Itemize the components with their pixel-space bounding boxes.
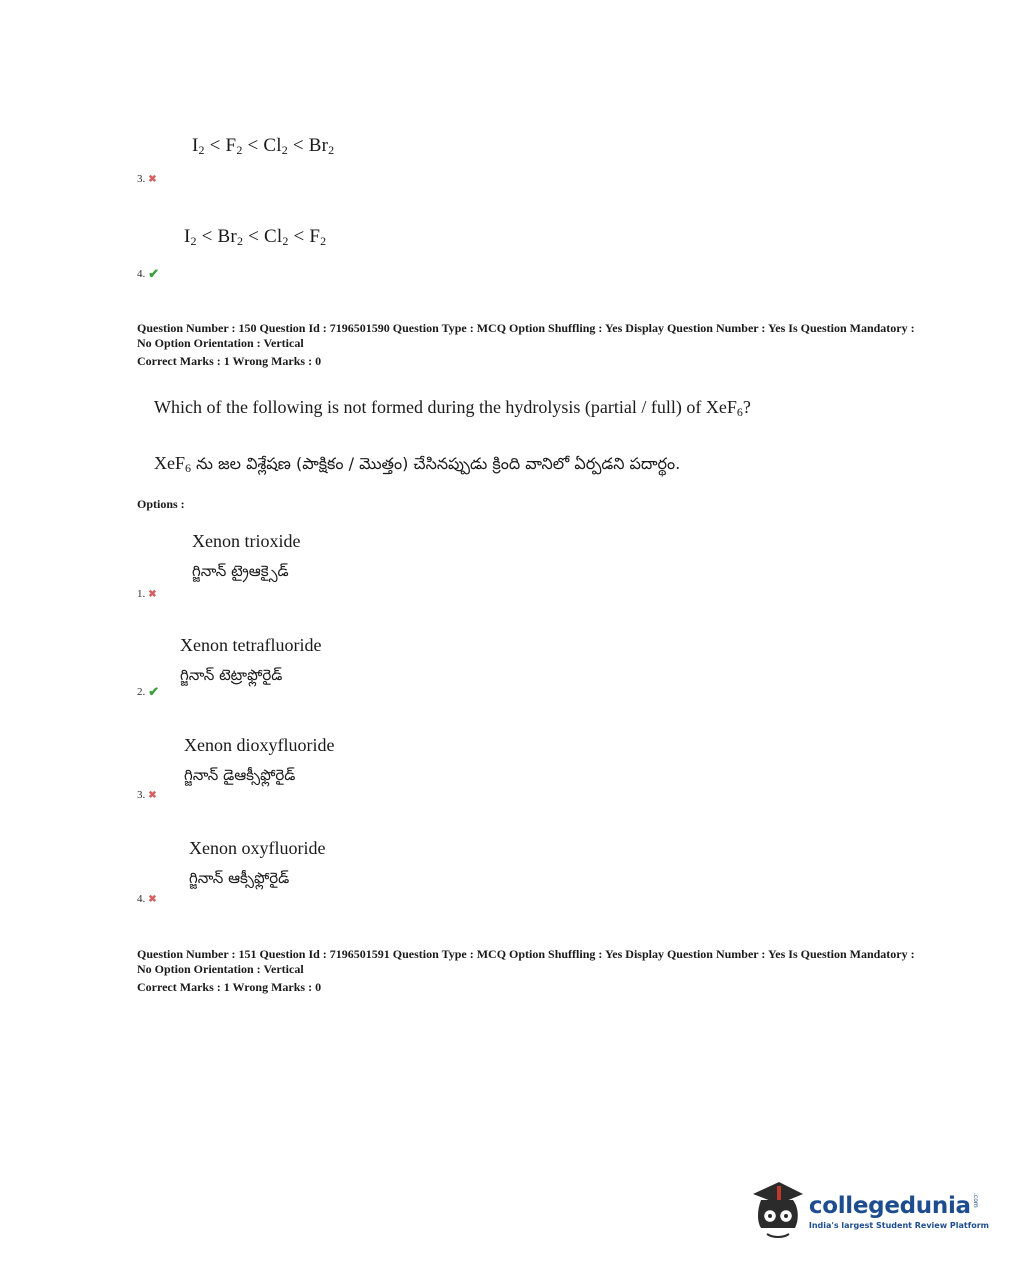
prev-option-3-formula: $I_2 < F_2 < Cl_2 < Br_2$	[192, 135, 335, 157]
prev-option-4-formula: $I_2 < Br_2 < Cl_2 < F_2$	[184, 226, 327, 248]
q150-option-1-number: 1. ✖	[137, 588, 157, 600]
q150-option-2-number: 2. ✔	[137, 684, 160, 699]
q150-option-4	[189, 838, 325, 891]
q150-meta: Question Number : 150 Question Id : 7196501590 Question Type : MCQ Option Shuffling : Yes Display Question Number : Yes Is Question Mandatory : No Option Orientation : Vertical Correct Marks : 1 Wrong Marks : 0	[137, 321, 915, 368]
option-2-english: Xenon tetrafluoride	[180, 635, 322, 655]
option-3-telugu: గ్జినాన్ డైఆక్సీఫ్లోరైడ్	[184, 766, 296, 784]
options-label: Options :	[137, 497, 185, 511]
q150-option-3	[184, 735, 334, 788]
option-1-telugu: గ్జినాన్ ట్రైఆక్సైడ్	[192, 562, 289, 580]
correct-check-icon: ✔	[148, 684, 160, 699]
q150-option-1	[192, 531, 300, 584]
q150-option-3-number: 3. ✖	[137, 789, 157, 801]
prev-option-4-number: 4. ✔	[137, 266, 160, 281]
logo-com: .com	[971, 1192, 979, 1208]
prev-option-3-number: 3. ✖	[137, 173, 157, 185]
logo-tagline: India's largest Student Review Platform	[808, 1220, 989, 1230]
option-4-english: Xenon oxyfluoride	[189, 838, 326, 858]
student-mascot-icon	[747, 1176, 807, 1246]
option-2-telugu: గ్జినాన్ టెట్రాఫ్లోరైడ్	[180, 666, 283, 684]
option-3-english: Xenon dioxyfluoride	[184, 735, 335, 755]
q150-question-telugu: XeF$_6$ ను జల విశ్లేషణ (పాక్షికం / మొత్తం) చేసినప్పుడు క్రింది వానిలో ఏర్పడని పదార్థం.	[154, 453, 681, 475]
option-1-english: Xenon trioxide	[192, 531, 301, 551]
q150-option-2	[180, 635, 321, 688]
logo-name: collegedunia	[808, 1192, 971, 1219]
wrong-mark-icon: ✖	[148, 893, 157, 905]
wrong-mark-icon: ✖	[148, 789, 157, 801]
option-4-telugu: గ్జినాన్ ఆక్సీఫ్లోరైడ్	[189, 869, 290, 887]
q150-question-english: Which of the following is not formed during the hydrolysis (partial / full) of XeF$_6$?	[154, 397, 751, 419]
q151-meta: Question Number : 151 Question Id : 7196501591 Question Type : MCQ Option Shuffling : Yes Display Question Number : Yes Is Question Mandatory : No Option Orientation : Vertical Correct Marks : 1 Wrong Marks : 0	[137, 947, 915, 994]
correct-check-icon: ✔	[148, 266, 160, 281]
collegedunia-logo	[747, 1176, 989, 1246]
q150-option-4-number: 4. ✖	[137, 893, 157, 905]
wrong-mark-icon: ✖	[148, 173, 157, 185]
wrong-mark-icon: ✖	[148, 588, 157, 600]
